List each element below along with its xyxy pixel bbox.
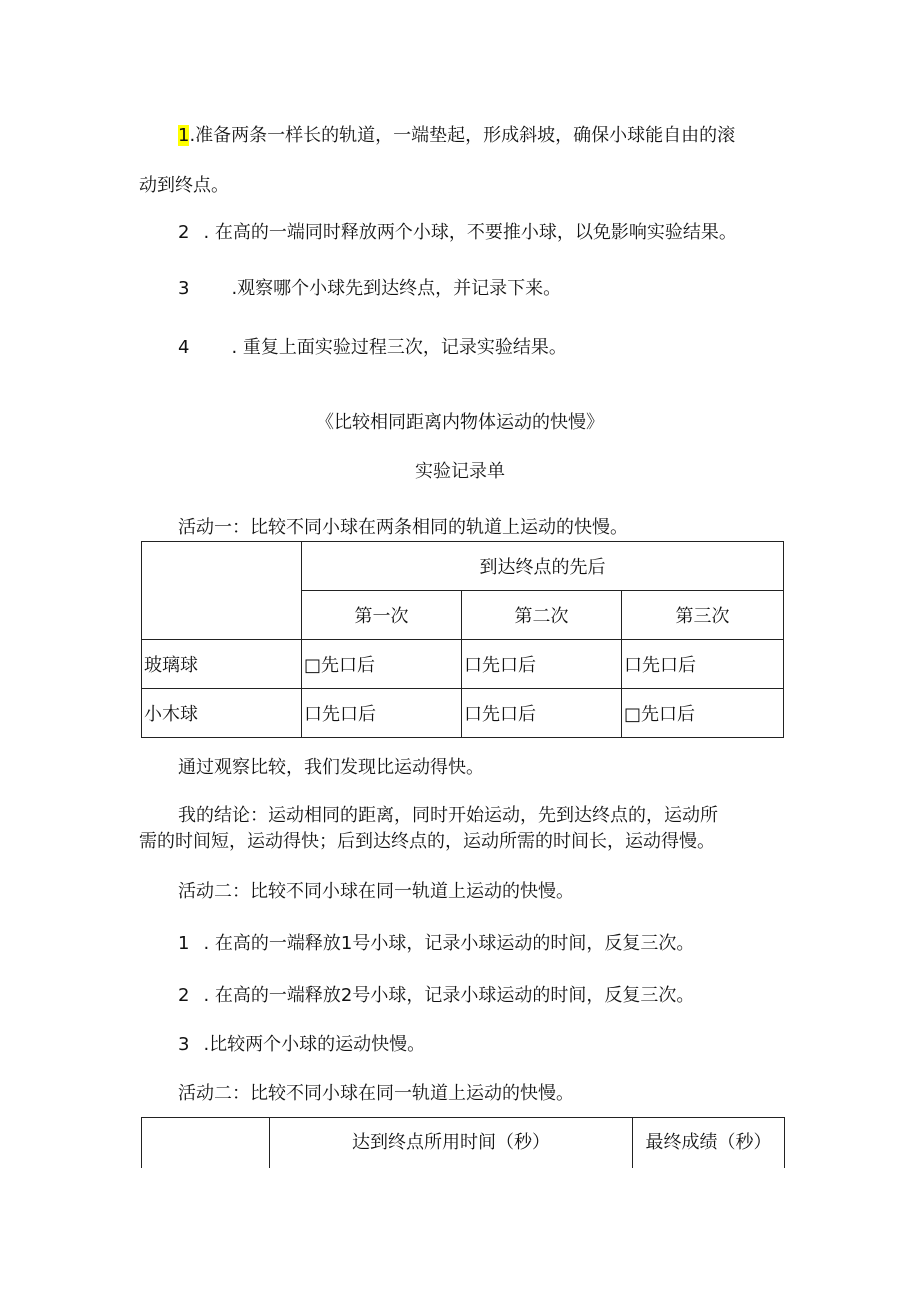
result-cell: 口先口后 [622, 640, 784, 689]
activity2-step-1-text: . 在高的一端释放1号小球，记录小球运动的时间，反复三次。 [203, 933, 695, 954]
column-header: 第二次 [462, 591, 622, 640]
step-2-text: . 在高的一端同时释放两个小球，不要推小球，以免影响实验结果。 [203, 222, 737, 243]
step-2 [178, 221, 737, 245]
step-3-text: .观察哪个小球先到达终点，并记录下来。 [231, 278, 562, 299]
column-header: 第三次 [622, 591, 784, 640]
step-1-continuation: 动到终点。 [139, 175, 229, 196]
activity2-step-3 [178, 1033, 425, 1057]
result-cell: □先口后 [302, 640, 462, 689]
column-header: 第一次 [302, 591, 462, 640]
page-subtitle: 实验记录单 [415, 461, 505, 482]
table-row [142, 689, 784, 738]
step-3 [178, 277, 561, 301]
step-1 [178, 124, 735, 148]
conclusion-line-1: 我的结论：运动相同的距离，同时开始运动，先到达终点的，运动所 [178, 805, 718, 826]
activity1-heading: 活动一：比较不同小球在两条相同的轨道上运动的快慢。 [178, 517, 628, 538]
step-4 [178, 336, 567, 360]
step-1-text: .准备两条一样长的轨道，一端垫起，形成斜坡，确保小球能自由的滚 [189, 125, 736, 146]
observation-text: 通过观察比较，我们发现比运动得快。 [178, 757, 484, 778]
table-row [142, 640, 784, 689]
activity2-step-1-number: 1 [178, 933, 190, 954]
step-1-number: 1 [178, 125, 190, 146]
conclusion-line-2: 需的时间短，运动得快；后到达终点的，运动所需的时间长，运动得慢。 [139, 831, 715, 852]
activity2-heading: 活动二：比较不同小球在同一轨道上运动的快慢。 [178, 881, 574, 902]
group-header: 到达终点的先后 [302, 542, 784, 591]
activity2-step-3-number: 3 [178, 1034, 190, 1055]
activity2-step-2 [178, 984, 694, 1008]
step-4-text: . 重复上面实验过程三次，记录实验结果。 [231, 337, 567, 358]
table-corner-cell [142, 542, 302, 640]
page-title: 《比较相同距离内物体运动的快慢》 [316, 412, 604, 433]
step-2-number: 2 [178, 222, 190, 243]
activity2-step-3-text: .比较两个小球的运动快慢。 [203, 1034, 426, 1055]
step-4-number: 4 [178, 337, 190, 358]
activity2-table [141, 1117, 785, 1168]
result-cell: □先口后 [622, 689, 784, 738]
activity2-step-2-number: 2 [178, 985, 190, 1006]
activity2-heading-repeat: 活动二：比较不同小球在同一轨道上运动的快慢。 [178, 1083, 574, 1104]
activity1-table [141, 541, 784, 738]
result-cell: 口先口后 [462, 689, 622, 738]
final-score-column-header: 最终成绩（秒） [645, 1132, 772, 1153]
result-cell: 口先口后 [462, 640, 622, 689]
activity2-step-1 [178, 932, 694, 956]
row-label: 玻璃球 [142, 640, 302, 689]
row-label: 小木球 [142, 689, 302, 738]
time-column-header: 达到终点所用时间（秒） [352, 1132, 550, 1153]
result-cell: 口先口后 [302, 689, 462, 738]
activity2-step-2-text: . 在高的一端释放2号小球，记录小球运动的时间，反复三次。 [203, 985, 695, 1006]
step-3-number: 3 [178, 278, 190, 299]
